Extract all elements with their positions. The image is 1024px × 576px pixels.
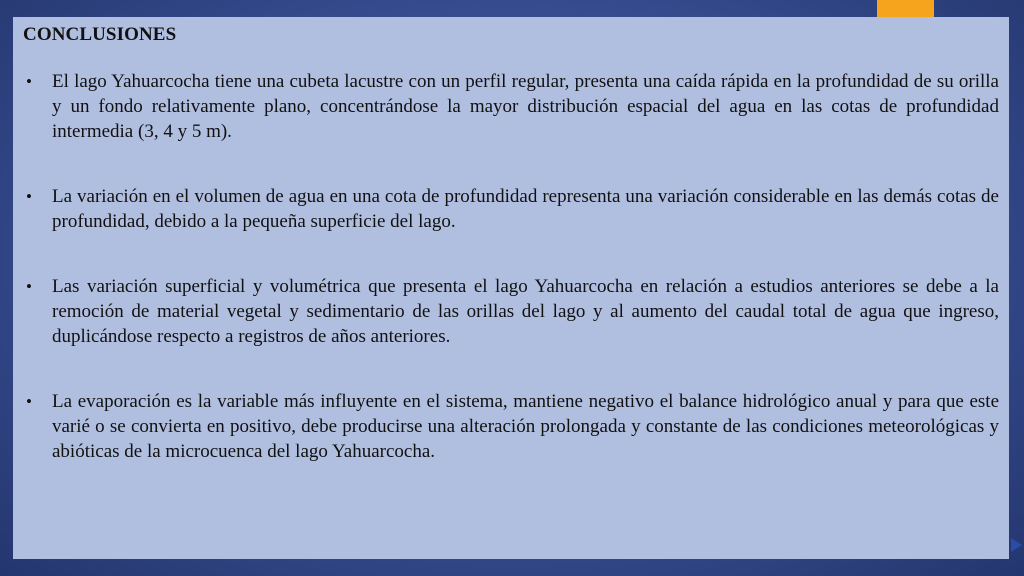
slide-title: CONCLUSIONES (23, 24, 177, 45)
bullet-text-3: Las variación superficial y volumétrica que presenta el lago Yahuarcocha en relación a estudios anteriores se debe a la remoción de material vegetal y sedimentario de las orillas del lago y al aumento del caudal total de agua que ingreso, duplicándose respecto a registros de años anteriores. (52, 276, 999, 347)
accent-bar (877, 0, 934, 17)
bullet-dot-icon: • (26, 72, 32, 91)
bullet-item-2 (23, 184, 999, 234)
bullet-item-4 (23, 389, 999, 464)
bullet-text-1: El lago Yahuarcocha tiene una cubeta lacustre con un perfil regular, presenta una caída rápida en la profundidad de su orilla y un fondo relativamente plano, concentrándose la mayor distribución espacial del agua en las cotas de profundidad intermedia (3, 4 y 5 m). (52, 71, 999, 142)
bullet-text-2: La variación en el volumen de agua en una cota de profundidad representa una variación considerable en las demás cotas de profundidad, debido a la pequeña superficie del lago. (52, 186, 999, 232)
bullet-item-3 (23, 274, 999, 349)
bullet-dot-icon: • (26, 277, 32, 296)
bullet-dot-icon: • (26, 187, 32, 206)
bullet-text-4: La evaporación es la variable más influyente en el sistema, mantiene negativo el balance hidrológico anual y para que este varié o se convierta en positivo, debe producirse una alteración prolongada y constante de las condiciones meteorológicas y abióticas de la microcuenca del lago Yahuarcocha. (52, 391, 999, 462)
content-panel (13, 17, 1009, 559)
bullet-dot-icon: • (26, 392, 32, 411)
bullet-item-1 (23, 69, 999, 144)
bullet-list (23, 69, 999, 464)
next-arrow-icon (1011, 538, 1022, 552)
